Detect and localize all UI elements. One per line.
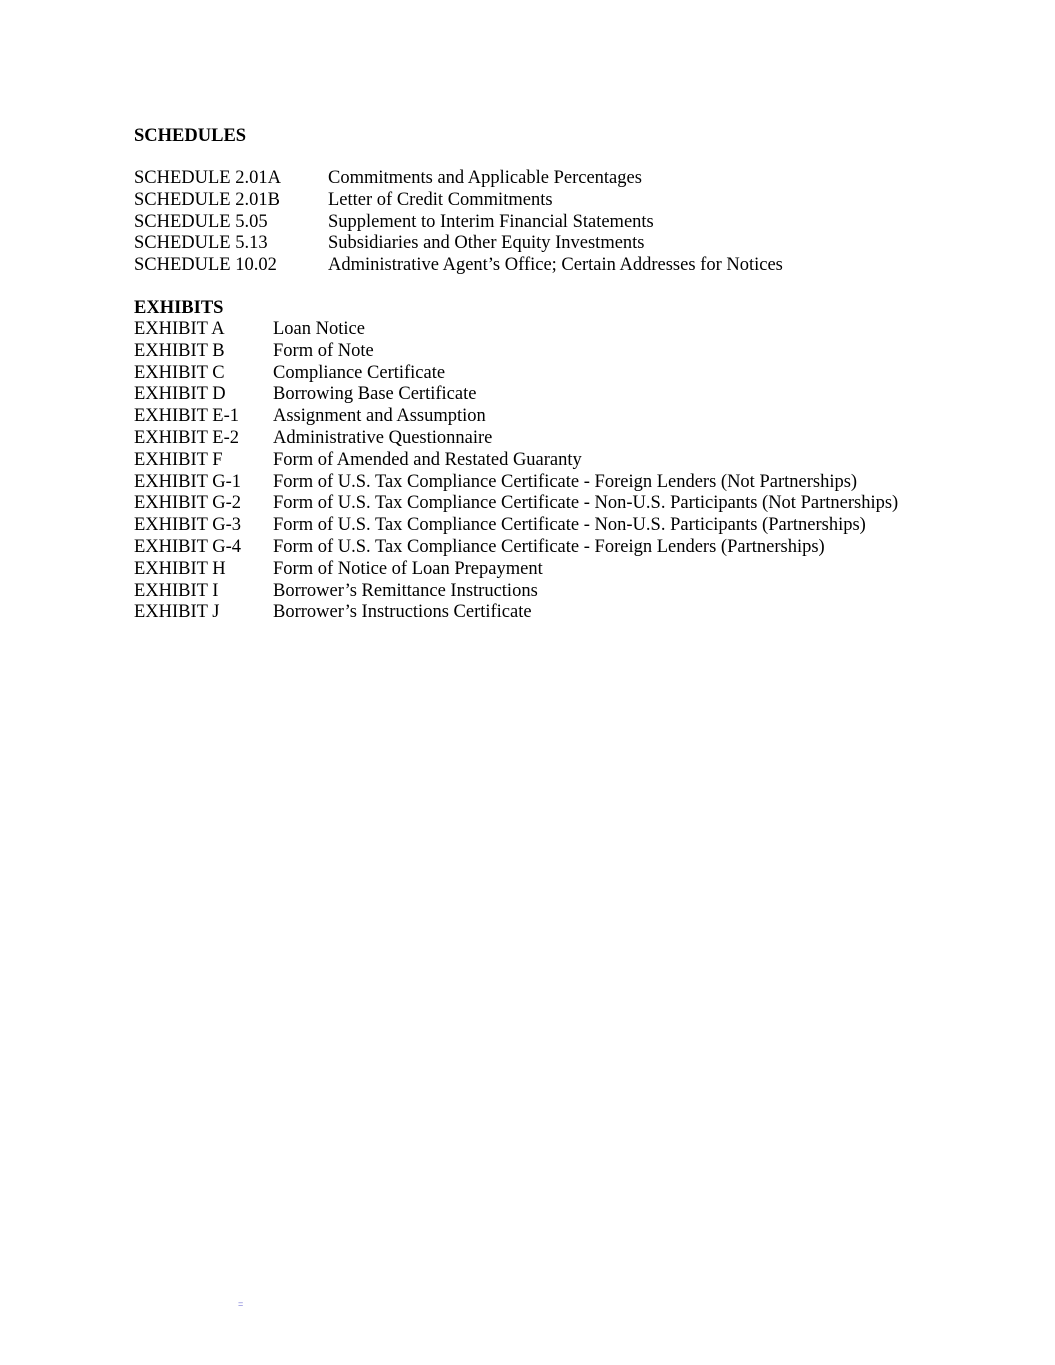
exhibit-code: EXHIBIT J [134,602,220,623]
schedule-code: SCHEDULE 5.05 [134,211,268,232]
exhibit-code: EXHIBIT E-1 [134,406,239,427]
exhibit-code: EXHIBIT G-1 [134,471,242,492]
exhibit-title: Borrower’s Instructions Certificate [273,602,532,623]
exhibit-title: Loan Notice [273,319,365,339]
schedule-code: SCHEDULE 5.13 [134,233,268,254]
exhibit-title: Form of U.S. Tax Compliance Certificate - Foreign Lenders (Partnerships) [273,536,825,557]
schedule-title: Supplement to Interim Financial Statements [328,211,654,232]
exhibit-code: EXHIBIT G-2 [134,493,242,514]
schedule-title: Letter of Credit Commitments [328,189,553,210]
exhibit-title: Form of Notice of Loan Prepayment [273,558,543,579]
exhibits-heading: EXHIBITS [134,298,224,318]
exhibit-code: EXHIBIT I [134,580,219,601]
footer-mark: = [238,1299,244,1309]
exhibit-code: EXHIBIT A [134,319,225,339]
schedule-code: SCHEDULE 10.02 [134,255,277,276]
schedule-title: Subsidiaries and Other Equity Investments [328,233,645,254]
exhibit-code: EXHIBIT E-2 [134,427,239,448]
schedule-title: Commitments and Applicable Percentages [328,168,642,188]
schedules-heading: SCHEDULES [134,126,247,146]
exhibit-code: EXHIBIT B [134,340,225,361]
exhibit-title: Form of U.S. Tax Compliance Certificate - Non-U.S. Participants (Partnerships) [273,515,866,536]
exhibit-code: EXHIBIT G-3 [134,515,242,536]
exhibit-code: EXHIBIT H [134,558,226,579]
schedule-title: Administrative Agent’s Office; Certain Addresses for Notices [328,255,783,276]
exhibit-code: EXHIBIT C [134,362,225,383]
exhibit-title: Form of Amended and Restated Guaranty [273,449,582,470]
exhibit-title: Form of Note [273,340,374,361]
exhibit-title: Form of U.S. Tax Compliance Certificate - Non-U.S. Participants (Not Partnerships) [273,493,899,514]
exhibit-title: Borrowing Base Certificate [273,384,477,405]
exhibit-title: Compliance Certificate [273,362,446,383]
exhibit-title: Administrative Questionnaire [273,427,493,448]
exhibit-title: Borrower’s Remittance Instructions [273,580,538,601]
schedule-code: SCHEDULE 2.01A [134,168,281,188]
exhibit-title: Assignment and Assumption [273,406,486,427]
schedule-code: SCHEDULE 2.01B [134,189,280,210]
exhibit-title: Form of U.S. Tax Compliance Certificate - Foreign Lenders (Not Partnerships) [273,471,858,492]
exhibit-code: EXHIBIT G-4 [134,536,242,557]
exhibit-code: EXHIBIT D [134,384,226,405]
exhibit-code: EXHIBIT F [134,449,223,470]
